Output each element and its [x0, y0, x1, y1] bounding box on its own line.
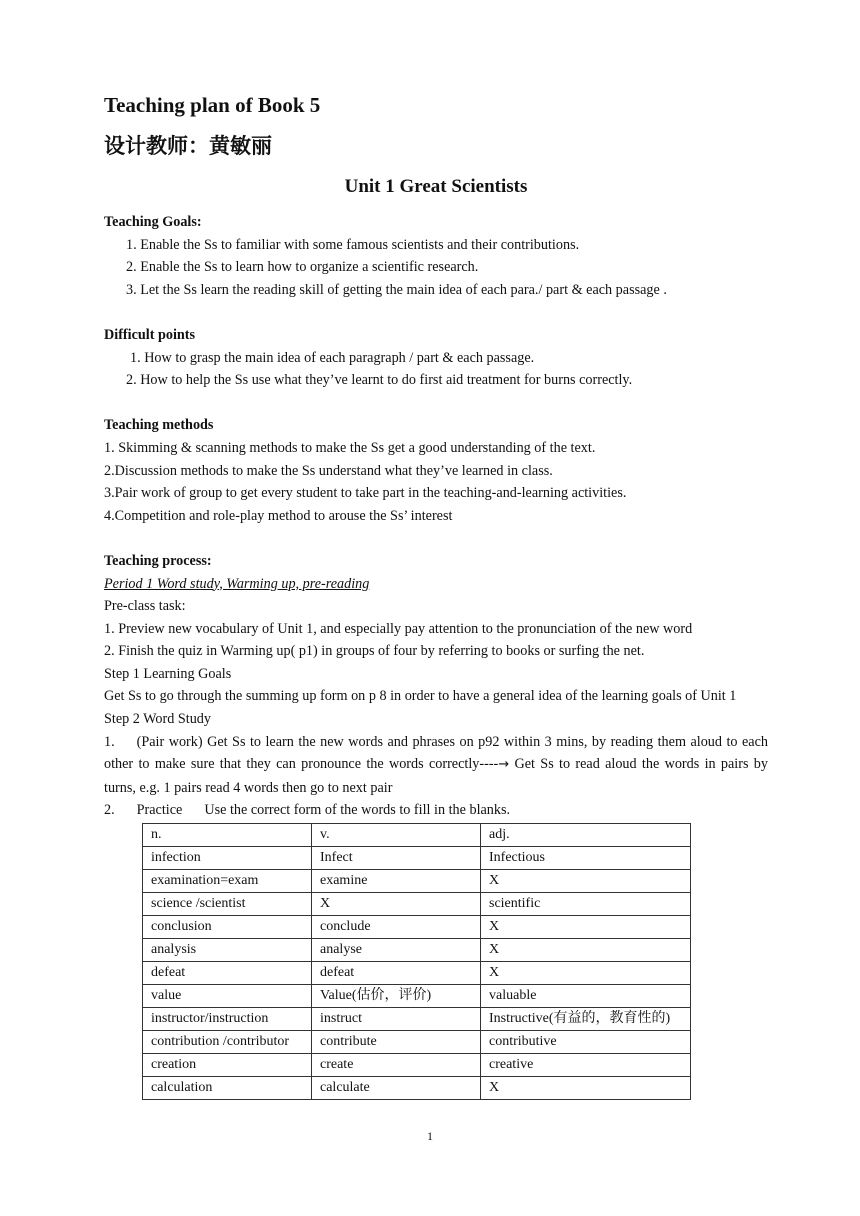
- table-row: [143, 939, 691, 962]
- table-row: [143, 985, 691, 1008]
- item-number: 2.: [104, 802, 115, 819]
- verb-cell: Value(估价，评价): [312, 985, 481, 1008]
- step1-label: Step 1 Learning Goals: [104, 665, 232, 682]
- noun-cell: conclusion: [143, 916, 312, 939]
- verb-cell: X: [312, 893, 481, 916]
- practice-instruction: Use the correct form of the words to fill in the blanks.: [204, 802, 511, 819]
- adjective-cell: contributive: [481, 1031, 691, 1054]
- page-number: 1: [427, 1129, 433, 1143]
- step2-item-1-text-b: Get Ss to read aloud the words in pairs by turns, e.g. 1 pairs read 4 words then go to next pair: [104, 756, 768, 796]
- table-row: [143, 962, 691, 985]
- table-header-row: [143, 824, 691, 847]
- step2-item-1: [104, 731, 768, 800]
- practice-label: Practice: [136, 802, 183, 819]
- preclass-item: 2. Finish the quiz in Warming up( p1) in groups of four by referring to books or surfing the net.: [104, 643, 645, 660]
- process-heading: Teaching process:: [104, 552, 212, 569]
- step2-item-2: [104, 799, 768, 822]
- table-row: [143, 847, 691, 870]
- noun-cell: calculation: [143, 1077, 312, 1100]
- method-item: 2.Discussion methods to make the Ss understand what they’ve learned in class.: [104, 462, 553, 479]
- vocabulary-table: [142, 823, 691, 1100]
- method-item: 4.Competition and role-play method to arouse the Ss’ interest: [104, 507, 453, 524]
- noun-cell: creation: [143, 1054, 312, 1077]
- noun-cell: science /scientist: [143, 893, 312, 916]
- verb-cell: examine: [312, 870, 481, 893]
- header-cell-adjective: adj.: [481, 824, 691, 847]
- table-row: [143, 1077, 691, 1100]
- verb-cell: instruct: [312, 1008, 481, 1031]
- difficult-item: 1. How to grasp the main idea of each paragraph / part & each passage.: [130, 349, 535, 366]
- verb-cell: calculate: [312, 1077, 481, 1100]
- adjective-cell: X: [481, 962, 691, 985]
- adjective-cell: X: [481, 939, 691, 962]
- step2-item-1-text-a: (Pair work) Get Ss to learn the new words and phrases on p92 within 3 mins, by reading them aloud to each other to make sure that they can pronounce the words correctly----: [104, 733, 768, 773]
- verb-cell: conclude: [312, 916, 481, 939]
- verb-cell: contribute: [312, 1031, 481, 1054]
- table-row: [143, 893, 691, 916]
- adjective-cell: Infectious: [481, 847, 691, 870]
- table-row: [143, 1008, 691, 1031]
- adjective-cell: X: [481, 1077, 691, 1100]
- methods-heading: Teaching methods: [104, 417, 214, 434]
- item-number: 1.: [104, 733, 115, 750]
- verb-cell: analyse: [312, 939, 481, 962]
- goal-item: 2. Enable the Ss to learn how to organize a scientific research.: [126, 259, 479, 276]
- document-page: [104, 90, 768, 1100]
- verb-cell: create: [312, 1054, 481, 1077]
- right-arrow-icon: →: [498, 757, 510, 773]
- adjective-cell: scientific: [481, 893, 691, 916]
- method-item: 1. Skimming & scanning methods to make the Ss get a good understanding of the text.: [104, 439, 596, 456]
- verb-cell: defeat: [312, 962, 481, 985]
- difficult-heading: Difficult points: [104, 326, 196, 343]
- table-row: [143, 870, 691, 893]
- step2-label: Step 2 Word Study: [104, 711, 211, 728]
- period-title: Period 1 Word study, Warming up, pre-reading: [104, 575, 370, 592]
- preclass-item: 1. Preview new vocabulary of Unit 1, and especially pay attention to the pronunciation of the new word: [104, 620, 693, 637]
- header-cell-noun: n.: [143, 824, 312, 847]
- header-cell-verb: v.: [312, 824, 481, 847]
- adjective-cell: X: [481, 870, 691, 893]
- method-item: 3.Pair work of group to get every student to take part in the teaching-and-learning activities.: [104, 485, 627, 502]
- noun-cell: defeat: [143, 962, 312, 985]
- table-row: [143, 1031, 691, 1054]
- table-row: [143, 916, 691, 939]
- noun-cell: infection: [143, 847, 312, 870]
- step1-text: Get Ss to go through the summing up form on p 8 in order to have a general idea of the learning goals of Unit 1: [104, 688, 737, 705]
- goal-item: 3. Let the Ss learn the reading skill of getting the main idea of each para./ part & each passage .: [126, 281, 667, 298]
- table-row: [143, 1054, 691, 1077]
- adjective-cell: X: [481, 916, 691, 939]
- adjective-cell: creative: [481, 1054, 691, 1077]
- adjective-cell: Instructive(有益的，教育性的): [481, 1008, 691, 1031]
- difficult-item: 2. How to help the Ss use what they’ve learnt to do first aid treatment for burns correctly.: [126, 372, 633, 389]
- unit-title: Unit 1 Great Scientists: [344, 176, 528, 197]
- preclass-label: Pre-class task:: [104, 598, 186, 615]
- noun-cell: contribution /contributor: [143, 1031, 312, 1054]
- document-title: Teaching plan of Book 5: [104, 93, 321, 117]
- goals-heading: Teaching Goals:: [104, 214, 202, 230]
- goal-item: 1. Enable the Ss to familiar with some famous scientists and their contributions.: [126, 236, 580, 253]
- verb-cell: Infect: [312, 847, 481, 870]
- designer-line: 设计教师：黄敏丽: [104, 134, 272, 158]
- noun-cell: analysis: [143, 939, 312, 962]
- noun-cell: value: [143, 985, 312, 1008]
- noun-cell: instructor/instruction: [143, 1008, 312, 1031]
- noun-cell: examination=exam: [143, 870, 312, 893]
- adjective-cell: valuable: [481, 985, 691, 1008]
